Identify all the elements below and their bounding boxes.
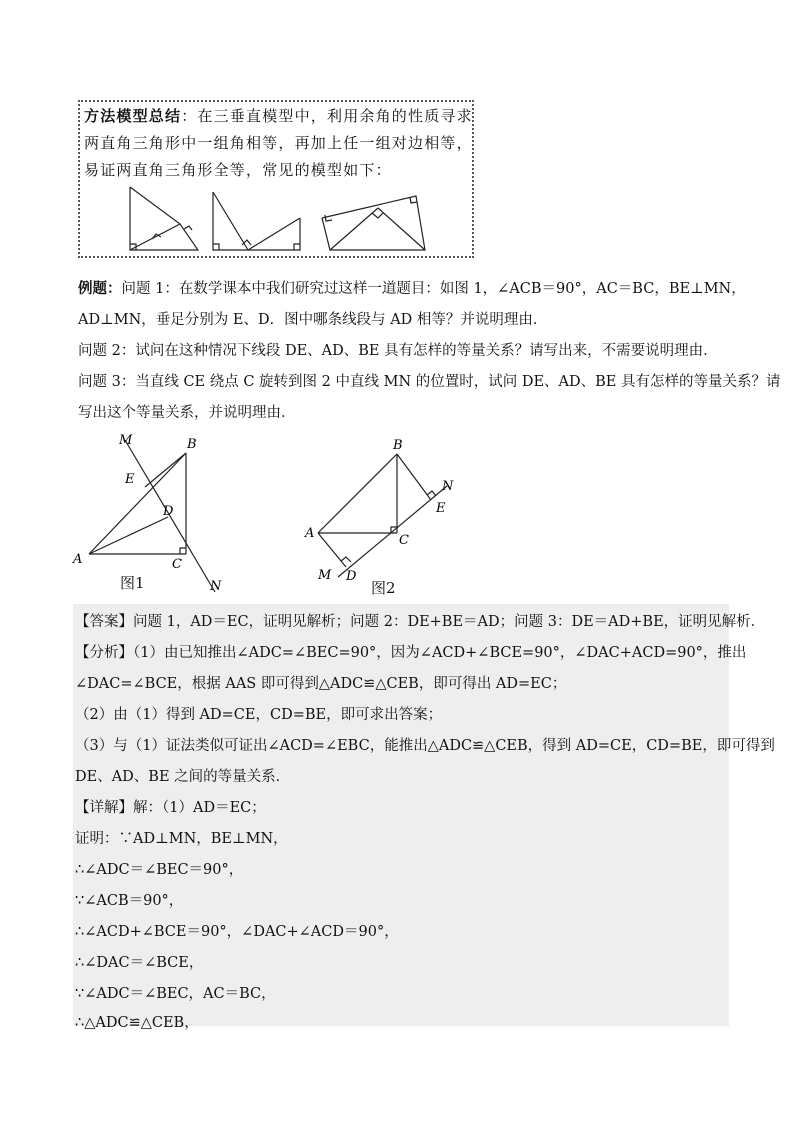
fig2-label-m: M	[318, 568, 332, 583]
fig2-label-a: A	[305, 526, 315, 541]
fig2-label-e: E	[436, 501, 446, 516]
answer-line: 【详解】解：（1）AD＝EC；	[75, 800, 266, 816]
answer-line: ∴∠DAC＝∠BCE，	[75, 955, 204, 971]
model-diagram-3	[322, 196, 425, 250]
summary-line-2: 两直角三角形中一组角相等，再加上任一组对边相等，	[84, 134, 473, 152]
summary-label: 方法模型总结	[84, 107, 182, 125]
answer-line: 【答案】问题 1，AD＝EC，证明见解析；问题 2：DE+BE＝AD；问题 3：DE＝AD+BE，证明见解析．	[75, 614, 766, 630]
answer-line: （2）由（1）得到 AD=CE，CD=BE，即可求出答案；	[75, 707, 443, 723]
answer-line: ∴△ADC≌△CEB，	[75, 1015, 199, 1031]
model-diagram-2	[213, 192, 300, 250]
fig1-label-b: B	[187, 437, 197, 452]
example-q2: 问题 2：试问在这种情况下线段 DE、AD、BE 具有怎样的等量关系？请写出来，不需要说明理由．	[78, 343, 718, 359]
example-q1-line2: AD⊥MN，垂足分别为 E、D．图中哪条线段与 AD 相等？并说明理由．	[78, 312, 548, 328]
model-diagrams	[120, 182, 440, 254]
figure-2-caption: 图2	[371, 579, 396, 597]
fig1-label-n: N	[210, 579, 222, 594]
answer-line: DE、AD、BE 之间的等量关系．	[75, 769, 291, 785]
answer-line: （3）与（1）证法类似可证出∠ACD=∠EBC，能推出△ADC≌△CEB，得到 AD=CE，CD=BE，即可得到	[75, 738, 775, 754]
fig1-label-a: A	[73, 552, 83, 567]
summary-line-1: ：在三垂直模型中，利用余角的性质寻求	[181, 107, 473, 125]
example-q3-line1: 问题 3：当直线 CE 绕点 C 旋转到图 2 中直线 MN 的位置时，试问 DE、AD、BE 具有怎样的等量关系？请	[78, 374, 781, 390]
summary-line-3: 易证两直角三角形全等，常见的模型如下：	[84, 161, 392, 179]
answer-line: ∴∠ADC＝∠BEC＝90°，	[75, 862, 244, 878]
example-q1-line1	[78, 279, 746, 299]
answer-line: ∠DAC=∠BCE，根据 AAS 即可得到△ADC≌△CEB，即可得出 AD=EC；	[75, 676, 567, 692]
figure-1	[65, 430, 245, 600]
answer-line: ∵∠ADC＝∠BEC，AC＝BC，	[75, 986, 276, 1002]
example-q3-line2: 写出这个等量关系，并说明理由．	[78, 405, 296, 421]
answer-line: 【分析】（1）由已知推出∠ADC=∠BEC=90°，因为∠ACD+∠BCE=90°，∠DAC+ACD=90°，推出	[75, 645, 747, 661]
figure-2	[300, 432, 470, 592]
method-summary-text	[84, 103, 474, 184]
answer-line: 证明：∵AD⊥MN，BE⊥MN，	[75, 831, 288, 847]
fig2-label-d: D	[346, 569, 357, 584]
answer-line: ∵∠ACB＝90°，	[75, 893, 184, 909]
fig2-label-c: C	[399, 533, 409, 548]
figure-1-caption: 图1	[120, 574, 145, 592]
answer-line: ∴∠ACD+∠BCE＝90°，∠DAC+∠ACD＝90°，	[75, 924, 399, 940]
fig1-label-c: C	[172, 557, 182, 572]
fig2-label-b: B	[393, 438, 403, 453]
fig1-label-m: M	[119, 433, 133, 448]
fig1-label-e: E	[125, 472, 135, 487]
model-diagram-1	[130, 187, 198, 250]
fig2-label-n: N	[442, 479, 454, 494]
fig1-label-d: D	[163, 504, 174, 519]
example-label: 例题：	[78, 280, 122, 297]
example-q1-text-a: 问题 1：在数学课本中我们研究过这样一道题目：如图 1，∠ACB＝90°，AC＝BC，BE⊥MN，	[121, 281, 746, 297]
